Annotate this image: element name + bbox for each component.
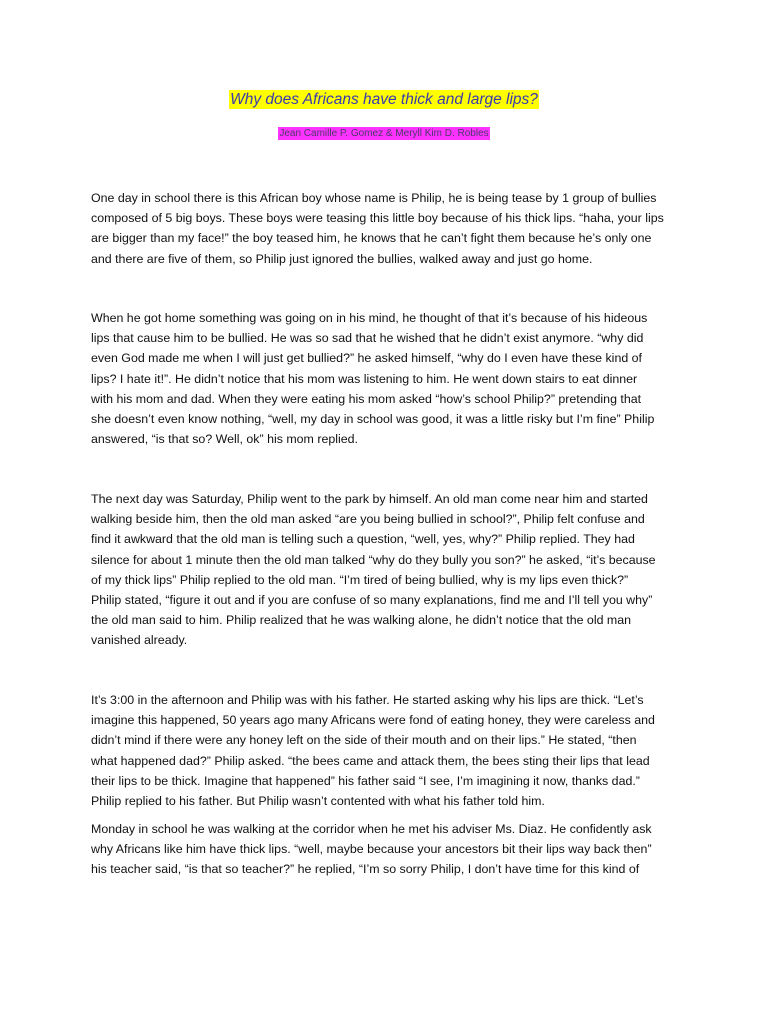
paragraph-line: lips? I hate it!”. He didn’t notice that his mom was listening to him. He went down stairs to eat dinner xyxy=(91,371,638,386)
document-authors-text: Jean Camille P. Gomez & Meryll Kim D. Robles xyxy=(279,128,489,139)
paragraph-line: Philip replied to his father. But Philip wasn’t contented with what his father told him. xyxy=(91,793,545,808)
paragraph-line: imagine this happened, 50 years ago many Africans were fond of eating honey, they were careless and xyxy=(91,713,655,728)
paragraph-line: The next day was Saturday, Philip went to the park by himself. An old man come near him and started xyxy=(91,492,648,506)
paragraph-line: One day in school there is this African boy whose name is Philip, he is being tease by 1 group of bullies xyxy=(91,191,657,205)
document-title xyxy=(0,89,768,111)
document-authors xyxy=(0,127,768,141)
paragraph-line: even God made me when I will just get bullied?” he asked himself, “why do I even have these kind of xyxy=(91,351,642,366)
paragraph-line: why Africans like him have thick lips. “well, maybe because your ancestors bit their lips way back then” xyxy=(91,842,652,857)
paragraph-5 xyxy=(91,819,681,880)
paragraph-line: vanished already. xyxy=(91,633,188,648)
paragraph-line: Philip stated, “figure it out and if you are confuse of so many explanations, find me and I’ll tell you why” xyxy=(91,592,653,607)
document-title-text: Why does Africans have thick and large lips? xyxy=(230,91,538,108)
paragraph-line: walking beside him, then the old man asked “are you being bullied in school?”, Philip felt confuse and xyxy=(91,512,645,527)
paragraph-line: and there are five of them, so Philip just ignored the bullies, walked away and just go home. xyxy=(91,251,593,266)
paragraph-line: of my thick lips” Philip replied to the old man. “I’m tired of being bullied, why is my lips even thick?” xyxy=(91,572,629,587)
paragraph-line: silence for about 1 minute then the old man talked “why do they bully you son?” he asked, “it’s because xyxy=(91,552,656,567)
paragraph-3 xyxy=(91,489,681,651)
paragraph-line: Monday in school he was walking at the corridor when he met his adviser Ms. Diaz. He confidently ask xyxy=(91,822,652,836)
paragraph-line: their lips to be thick. Imagine that happened” his father said “I see, I’m imagining it now, thanks dad.” xyxy=(91,773,640,788)
paragraph-line: answered, “is that so? Well, ok” his mom replied. xyxy=(91,432,358,447)
paragraph-2 xyxy=(91,308,681,449)
paragraph-line: composed of 5 big boys. These boys were teasing this little boy because of his thick lips. “haha, your lips xyxy=(91,211,664,226)
paragraph-1 xyxy=(91,188,681,269)
paragraph-line: It’s 3:00 in the afternoon and Philip was with his father. He started asking why his lips are thick. “Let’s xyxy=(91,693,644,707)
paragraph-line: lips that cause him to be bullied. He was so sad that he wished that he didn’t exist anymore. “why did xyxy=(91,331,644,346)
paragraph-line: his teacher said, “is that so teacher?” he replied, “I’m so sorry Philip, I don’t have time for this kind of xyxy=(91,862,640,877)
paragraph-line: with his mom and dad. When they were eating his mom asked “how’s school Philip?” pretending that xyxy=(91,391,642,406)
paragraph-line: she doesn’t even know nothing, “well, my day in school was good, it was a little risky but I’m fine” Philip xyxy=(91,411,655,426)
paragraph-4 xyxy=(91,690,681,811)
paragraph-line: what happened dad?” Philip asked. “the bees came and attack them, the bees sting their lips that lead xyxy=(91,753,650,768)
paragraph-line: When he got home something was going on in his mind, he thought of that it’s because of his hideous xyxy=(91,311,648,325)
paragraph-line: the old man said to him. Philip realized that he was walking alone, he didn’t notice that the old man xyxy=(91,613,632,628)
paragraph-line: didn’t mind if there were any honey left on the side of their mouth and on their lips.” He stated, “then xyxy=(91,733,637,748)
paragraph-line: are bigger than my face!” the boy teased him, he knows that he can’t fight them because he’s only one xyxy=(91,231,652,246)
paragraph-line: find it awkward that the old man is telling such a question, “well, yes, why?” Philip replied. They had xyxy=(91,532,635,547)
